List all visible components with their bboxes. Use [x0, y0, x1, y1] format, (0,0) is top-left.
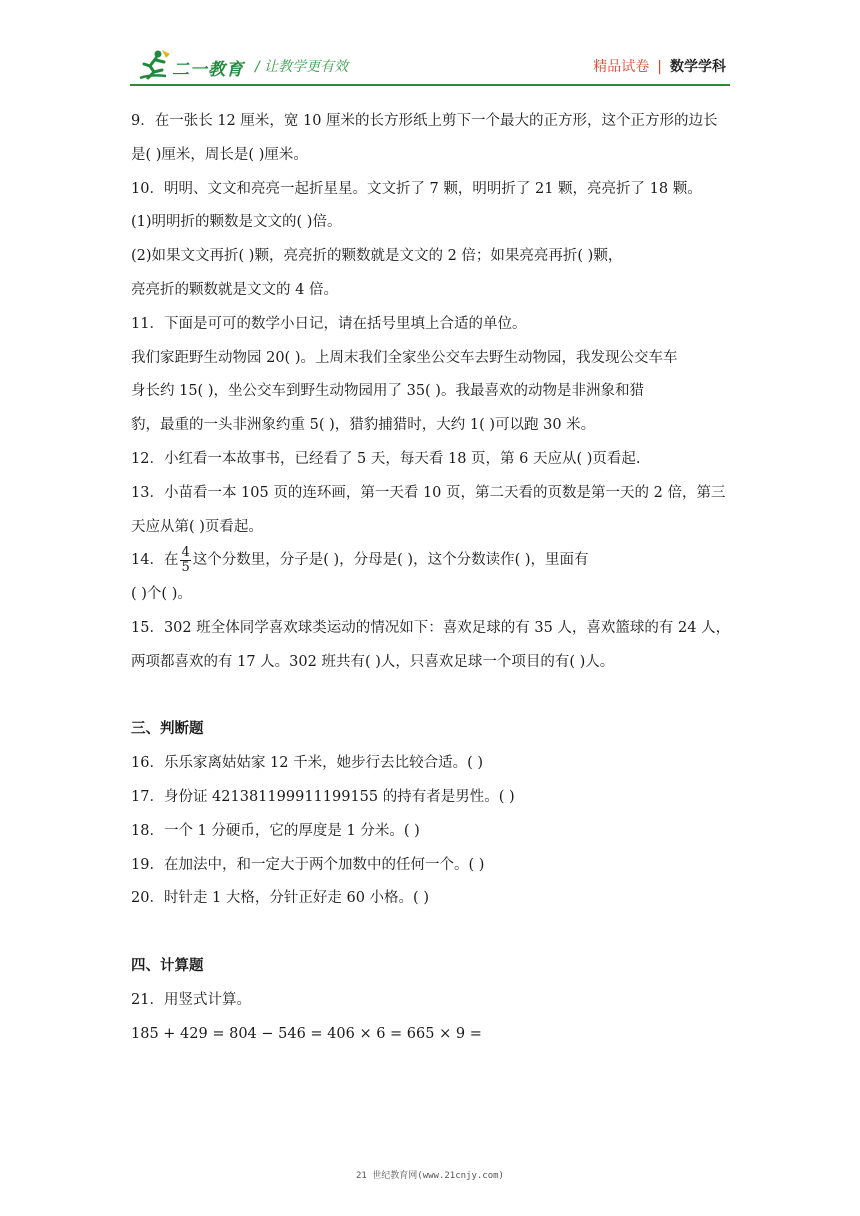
text-line: 身长约 15( )，坐公交车到野生动物园用了 35( )。我最喜欢的动物是非洲象和猎 — [131, 383, 644, 400]
text-line: 豹，最重的一头非洲象约重 5( )，猎豹捕猎时，大约 1( )可以跑 30 米。 — [131, 417, 596, 434]
text-line: 12．小红看一本故事书，已经看了 5 天，每天看 18 页，第 6 天应从( )页看起. — [131, 450, 641, 467]
header-separator: | — [657, 59, 662, 75]
text-line: 20．时针走 1 大格，分针正好走 60 小格。( ) — [131, 890, 429, 907]
text-line: 我们家距野生动物园 20( )。上周末我们全家坐公交车去野生动物园，我发现公交车车 — [131, 349, 678, 366]
question-14 — [131, 544, 731, 578]
section-title-judgement: 三、判断题 — [131, 721, 204, 738]
text-line: 亮亮折的颗数就是文文的 4 倍。 — [131, 281, 338, 298]
document-body — [131, 105, 731, 1051]
header-subject: 数学学科 — [670, 59, 726, 75]
text-line: (1)明明折的颗数是文文的( )倍。 — [131, 214, 342, 231]
text-line: 9．在一张长 12 厘米，宽 10 厘米的长方形纸上剪下一个最大的正方形，这个正方形的边长 — [131, 113, 718, 129]
q14-suffix: 这个分数里，分子是( )，分母是( )，这个分数读作( )，里面有 — [192, 552, 589, 569]
header-right — [593, 56, 726, 76]
text-line: 21．用竖式计算。 — [131, 991, 251, 1008]
section-title-calculation: 四、计算题 — [131, 957, 204, 974]
text-line: 11．下面是可可的数学小日记，请在括号里填上合适的单位。 — [131, 315, 527, 332]
text-line: 18．一个 1 分硬币，它的厚度是 1 分米。( ) — [131, 822, 420, 839]
text-line: 是( )厘米，周长是( )厘米。 — [131, 146, 308, 163]
fraction-denominator: 5 — [181, 559, 190, 575]
logo-text: 二一教育 — [172, 60, 244, 80]
text-line: 天应从第( )页看起。 — [131, 518, 263, 535]
text-line: 19．在加法中，和一定大于两个加数中的任何一个。( ) — [131, 856, 485, 873]
text-line: 185 + 429 = 804 − 546 = 406 × 6 = 665 × 9 = — [131, 1025, 482, 1042]
fraction-numerator: 4 — [181, 544, 190, 560]
text-line: 17．身份证 421381199911199155 的持有者是男性。( ) — [131, 788, 515, 805]
text-line: ( )个( )。 — [131, 586, 192, 603]
slogan: / 让教学更有效 — [255, 59, 349, 75]
text-line: 16．乐乐家离姑姑家 12 千米，她步行去比较合适。( ) — [131, 755, 484, 772]
text-line: 13．小苗看一本 105 页的连环画，第一天看 10 页，第二天看的页数是第一天的 2 倍，第三 — [131, 484, 726, 501]
q14-prefix: 14．在 — [131, 552, 179, 569]
page-header — [0, 0, 860, 90]
header-rule — [130, 84, 730, 86]
text-line: 两项都喜欢的有 17 人。302 班共有( )人，只喜欢足球一个项目的有( )人。 — [131, 653, 615, 670]
text-line: (2)如果文文再折( )颗，亮亮折的颗数就是文文的 2 倍；如果亮亮再折( )颗， — [131, 248, 623, 265]
page-footer: 21 世纪教育网(www.21cnjy.com) — [356, 1171, 504, 1181]
text-line: 15．302 班全体同学喜欢球类运动的情况如下：喜欢足球的有 35 人，喜欢篮球的有 24 人， — [131, 619, 731, 636]
header-label: 精品试卷 — [593, 59, 650, 75]
fraction — [180, 546, 190, 575]
text-line: 10．明明、文文和亮亮一起折星星。文文折了 7 颗，明明折了 21 颗，亮亮折了 18 颗。 — [131, 180, 702, 197]
